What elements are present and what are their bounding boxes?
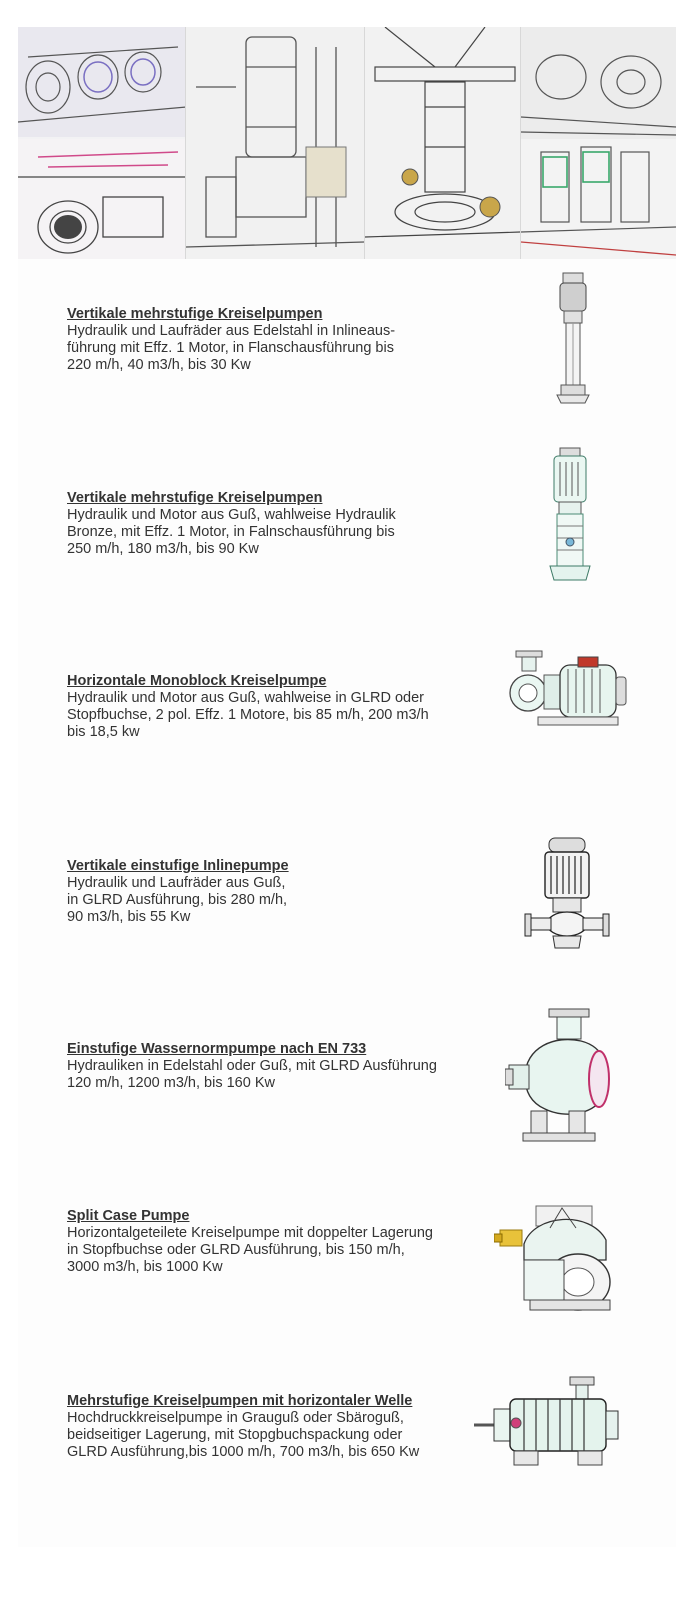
inline-pump-icon	[523, 836, 611, 952]
product-item	[18, 263, 676, 433]
page-content	[18, 27, 676, 1547]
product-title-link[interactable]: Horizontale Monoblock Kreiselpumpe	[67, 673, 327, 689]
horizontal-multistage-pump-icon	[474, 1375, 622, 1471]
pump-hall-sketch-icon	[18, 27, 186, 259]
product-title-link[interactable]: Vertikale einstufige Inlinepumpe	[67, 858, 289, 874]
vertical-multistage-pump-icon	[553, 271, 593, 405]
product-item	[18, 627, 676, 797]
product-title-link[interactable]: Split Case Pumpe	[67, 1208, 190, 1224]
split-case-pump-icon	[494, 1200, 622, 1318]
product-title-link[interactable]: Einstufige Wassernormpumpe nach EN 733	[67, 1041, 367, 1057]
crane-pump-installation-sketch-icon	[365, 27, 521, 259]
product-description: Hydraulik und Laufräder aus Edelstahl in Inlineaus- führung mit Effz. 1 Motor, in Flanschausführung bis 220 m/h, 40 m3/h, bis 30 Kw	[67, 323, 396, 373]
product-item	[18, 444, 676, 614]
product-item	[18, 997, 676, 1167]
product-item	[18, 1182, 676, 1352]
product-item	[18, 1367, 676, 1537]
product-title-link[interactable]: Vertikale mehrstufige Kreiselpumpen	[67, 306, 323, 322]
product-description: Horizontalgeteilete Kreiselpumpe mit doppelter Lagerung in Stopfbuchse oder GLRD Ausführung, bis 150 m/h, 3000 m3/h, bis 1000 Kw	[67, 1225, 433, 1275]
product-description: Hydraulik und Motor aus Guß, wahlweise Hydraulik Bronze, mit Effz. 1 Motor, in Falnschausführung bis 250 m/h, 180 m3/h, bis 90 Kw	[67, 507, 396, 557]
vertical-tank-sketch-icon	[186, 27, 365, 259]
product-item	[18, 812, 676, 982]
product-description: Hydrauliken in Edelstahl oder Guß, mit GLRD Ausführung 120 m/h, 1200 m3/h, bis 160 Kw	[67, 1058, 437, 1091]
vertical-multistage-pump-large-icon	[546, 446, 594, 584]
horizontal-monoblock-pump-icon	[508, 647, 632, 731]
product-description: Hydraulik und Laufräder aus Guß, in GLRD Ausführung, bis 280 m/h, 90 m3/h, bis 55 Kw	[67, 875, 288, 925]
end-suction-pump-icon	[505, 1007, 617, 1145]
banner-collage	[18, 27, 676, 259]
product-title-link[interactable]: Mehrstufige Kreiselpumpen mit horizontaler Welle	[67, 1393, 413, 1409]
product-description: Hydraulik und Motor aus Guß, wahlweise in GLRD oder Stopfbuchse, 2 pol. Effz. 1 Motore, bis 85 m/h, 200 m3/h bis 18,5 kw	[67, 690, 429, 740]
pump-rows-sketch-icon	[521, 27, 676, 259]
product-title-link[interactable]: Vertikale mehrstufige Kreiselpumpen	[67, 490, 323, 506]
product-description: Hochdruckkreiselpumpe in Grauguß oder Sbäroguß, beidseitiger Lagerung, mit Stopgbuchspackung oder GLRD Ausführung,bis 1000 m/h, 700 m3/h, bis 650 Kw	[67, 1410, 420, 1460]
